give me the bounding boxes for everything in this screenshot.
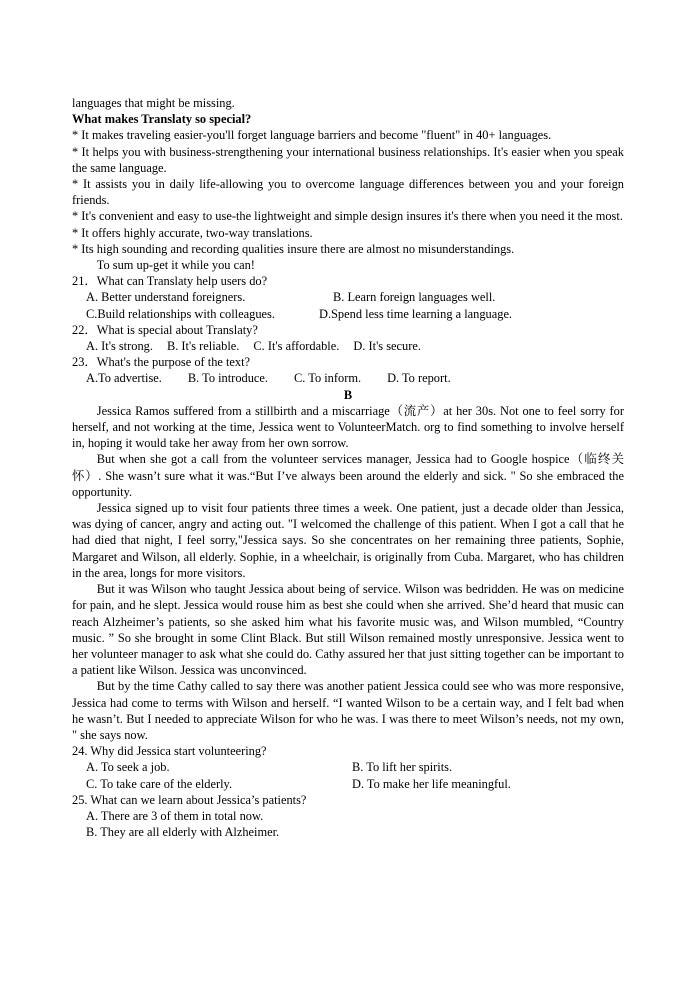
option-b: B. Learn foreign languages well. xyxy=(333,290,496,305)
section-heading: What makes Translaty so special? xyxy=(72,112,252,127)
option-a: A. There are 3 of them in total now. xyxy=(86,808,264,823)
option-row xyxy=(72,289,624,305)
option-row xyxy=(72,370,624,386)
feature-bullet: * It offers highly accurate, two-way translations. xyxy=(72,225,313,240)
option-a: A. Better understand foreigners. xyxy=(86,290,246,305)
question-stem: 25. What can we learn about Jessica’s patients? xyxy=(72,792,307,807)
option-a: A. To seek a job. xyxy=(86,760,170,775)
question-stem: 24. Why did Jessica start volunteering? xyxy=(72,744,267,759)
feature-bullet: * It assists you in daily life-allowing you to overcome language differences between you and your foreign friends. xyxy=(72,177,624,208)
option-c: C. It's affordable. xyxy=(253,339,340,354)
option-c: C. To inform. xyxy=(294,371,362,386)
feature-bullet: * It helps you with business-strengthening your international business relationships. It's easier when you speak the same language. xyxy=(72,144,624,175)
option-d: D. To report. xyxy=(387,371,451,386)
option-a: A.To advertise. xyxy=(86,371,162,386)
passage-paragraph: But by the time Cathy called to say there was another patient Jessica could see who was more responsive, Jessica had come to terms with Wilson and herself. “I wanted Wilson to be a certain way, and I felt bad when he wasn’t. But I needed to appreciate Wilson for who he was. I was there to meet Wilson’s needs, not my own, " she says now. xyxy=(72,679,624,742)
option-b: B. They are all elderly with Alzheimer. xyxy=(86,825,280,840)
option-row xyxy=(72,306,624,322)
feature-bullet: * It makes traveling easier-you'll forget language barriers and become "fluent" in 40+ languages. xyxy=(72,128,552,143)
document-page xyxy=(72,95,624,840)
question-stem: 21．What can Translaty help users do? xyxy=(72,274,268,289)
continuation-line: languages that might be missing. xyxy=(72,96,235,110)
passage-paragraph: Jessica Ramos suffered from a stillbirth and a miscarriage（流产）at her 30s. Not one to feel sorry for herself, and not working at the time, Jessica went to VolunteerMatch. org to find something to involve herself in, hoping it would take her away from her own sorrow. xyxy=(72,403,624,451)
option-row xyxy=(72,759,624,775)
section-label: B xyxy=(343,387,353,402)
option-c: C. To take care of the elderly. xyxy=(86,776,233,791)
feature-bullet: * Its high sounding and recording qualities insure there are almost no misunderstandings. xyxy=(72,241,515,256)
question-stem: 22．What is special about Translaty? xyxy=(72,322,258,337)
option-b: B. To lift her spirits. xyxy=(352,760,453,775)
passage-paragraph: But it was Wilson who taught Jessica about being of service. Wilson was bedridden. He was on medicine for pain, and he slept. Jessica would rouse him as best she could when she arrived. She’d heard that music can reach Alzheimer’s patients, so she asked him what his favorite music was, and Wilson mumbled, “Country music. ” So she brought in some Clint Black. But still Wilson remained mostly unresponsive. Jessica went to her volunteer manager to ask what she could do. Cathy assured her that just sitting together can be important to a patient like Wilson. Jessica was unconvinced. xyxy=(72,582,624,678)
option-b: B. It's reliable. xyxy=(166,339,240,354)
passage-paragraph: Jessica signed up to visit four patients three times a week. One patient, just a decade older than Jessica, was dying of cancer, angry and acting out. "I welcomed the challenge of this patient. When I got a call that he had died that night, I feel sorry,"Jessica says. So she concentrates on her remaining three patients, Sophie, Margaret and Wilson, all elderly. Sophie, in a wheelchair, is originally from Cuba. Margaret, who has children in the area, longs for more visitors. xyxy=(72,501,624,580)
option-row xyxy=(72,338,624,354)
option-c: C.Build relationships with colleagues. xyxy=(86,306,275,321)
option-b: B. To introduce. xyxy=(187,371,268,386)
option-d: D. It's secure. xyxy=(353,339,421,354)
question-stem: 23．What's the purpose of the text? xyxy=(72,355,251,370)
closing-line: To sum up-get it while you can! xyxy=(96,258,255,273)
option-d: D.Spend less time learning a language. xyxy=(319,306,513,321)
option-d: D. To make her life meaningful. xyxy=(352,776,511,791)
feature-bullet: * It's convenient and easy to use-the lightweight and simple design insures it's there when you need it the most. xyxy=(72,209,623,224)
option-row xyxy=(72,776,624,792)
passage-paragraph: But when she got a call from the volunteer services manager, Jessica had to Google hospice（临终关怀）. She wasn’t sure what it was.“But I’ve always been around the elderly and sick. " So she embraced the opportunity. xyxy=(72,452,624,499)
option-a: A. It's strong. xyxy=(86,339,153,354)
